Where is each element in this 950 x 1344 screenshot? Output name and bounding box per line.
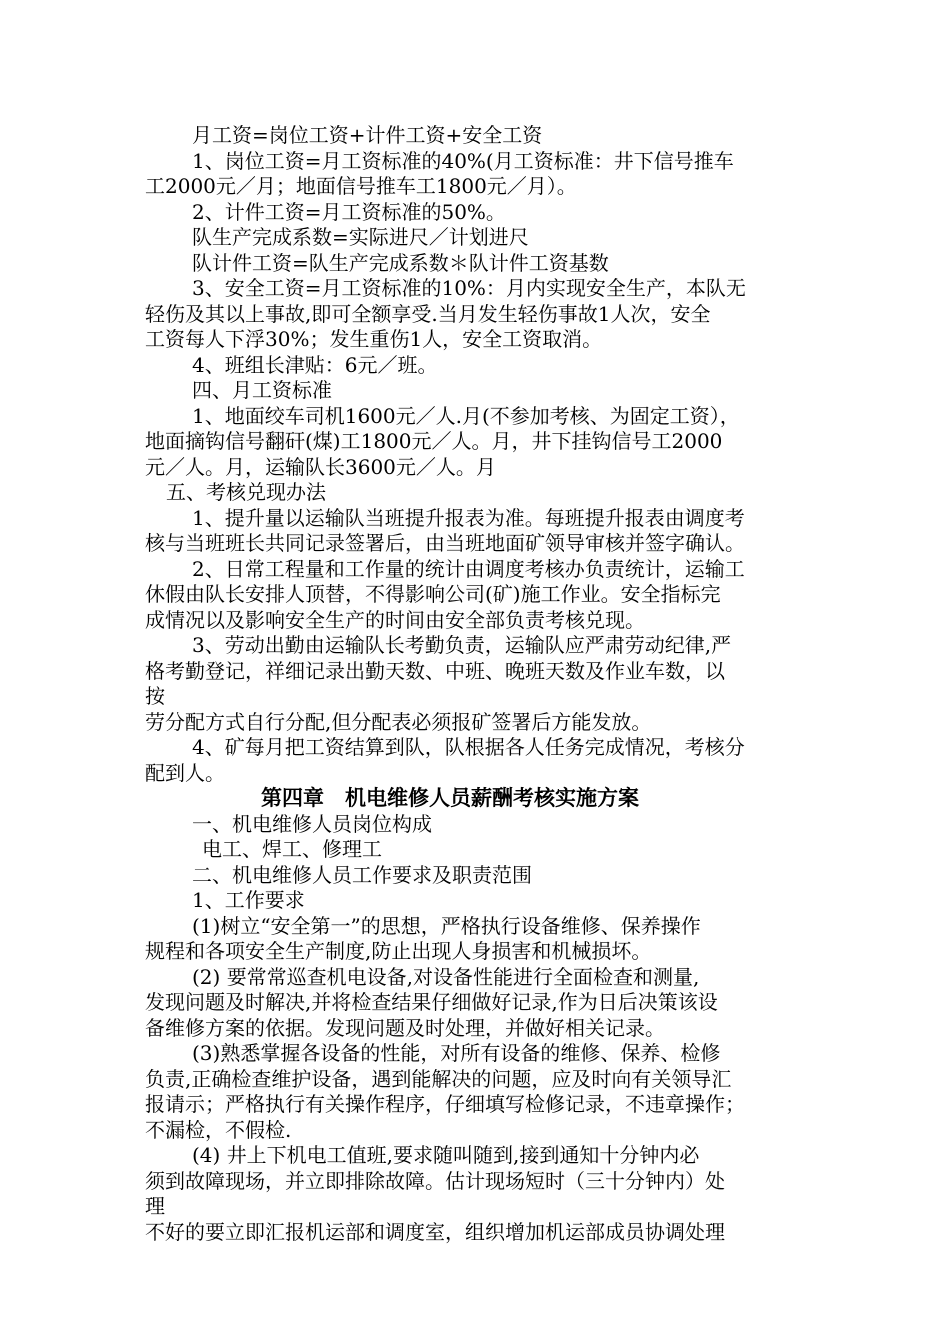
text-line: 备维修方案的依据。发现问题及时处理，并做好相关记录。 [145,1016,665,1040]
text-line: 元／人。月，运输队长3600元／人。月 [145,455,496,479]
section-heading: 四、月工资标准 [192,378,332,402]
text-line: 发现问题及时解决,并将检查结果仔细做好记录,作为日后决策该设 [145,990,718,1014]
text-line: 格考勤登记，祥细记录出勤天数、中班、晚班天数及作业车数，以 [145,659,725,683]
text-line: 报请示；严格执行有关操作程序，仔细填写检修记录，不违章操作； [145,1092,745,1116]
text-line: 队计件工资=队生产完成系数＊队计件工资基数 [192,251,609,275]
text-line: 工2000元／月；地面信号推车工1800元／月）。 [145,174,577,198]
text-line: 1、地面绞车司机1600元／人.月(不参加考核、为固定工资）， [192,404,740,428]
text-line: 不好的要立即汇报机运部和调度室，组织增加机运部成员协调处理 [145,1220,725,1244]
text-line: (1)树立“安全第一”的思想，严格执行设备维修、保养操作 [192,914,701,938]
text-line: 理 [145,1194,165,1218]
text-line: 1、工作要求 [192,888,305,912]
text-line: 工资每人下浮30%；发生重伤1人，安全工资取消。 [145,327,603,351]
text-line: (3)熟悉掌握各设备的性能，对所有设备的维修、保养、检修 [192,1041,721,1065]
section-heading: 一、机电维修人员岗位构成 [192,812,432,836]
text-line: 核与当班班长共同记录签署后，由当班地面矿领导审核并签字确认。 [145,531,745,555]
text-line: 4、班组长津贴：6元／班。 [192,353,438,377]
text-line: 2、计件工资=月工资标准的50%。 [192,200,506,224]
text-line: 月工资=岗位工资+计件工资+安全工资 [192,123,543,147]
text-line: 2、日常工程量和工作量的统计由调度考核办负责统计，运输工 [192,557,745,581]
text-line: 按 [145,684,165,708]
text-line: (4) 井上下机电工值班,要求随叫随到,接到通知十分钟内必 [192,1143,700,1167]
text-line: 地面摘钩信号翻矸(煤)工1800元／人。月，井下挂钩信号工2000 [145,429,723,453]
text-line: 负责,正确检查维护设备，遇到能解决的问题，应及时向有关领导汇 [145,1067,732,1091]
text-line: 轻伤及其以上事故,即可全额享受.当月发生轻伤事故1人次，安全 [145,302,711,326]
text-line: 配到人。 [145,761,225,785]
text-line: 3、劳动出勤由运输队长考勤负责，运输队应严肃劳动纪律,严 [192,633,732,657]
chapter-title: 第四章 机电维修人员薪酬考核实施方案 [261,786,639,810]
text-line: 成情况以及影响安全生产的时间由安全部负责考核兑现。 [145,608,645,632]
text-line: 不漏检，不假检. [145,1118,292,1142]
section-heading: 二、机电维修人员工作要求及职责范围 [192,863,532,887]
text-line: 1、岗位工资=月工资标准的40%(月工资标准：井下信号推车 [192,149,734,173]
text-line: 4、矿每月把工资结算到队，队根据各人任务完成情况，考核分 [192,735,745,759]
text-line: 劳分配方式自行分配,但分配表必须报矿签署后方能发放。 [145,710,652,734]
text-line: 1、提升量以运输队当班提升报表为准。每班提升报表由调度考 [192,506,745,530]
text-line: 电工、焊工、修理工 [202,837,382,861]
text-line: 规程和各项安全生产制度,防止出现人身损害和机械损坏。 [145,939,652,963]
text-line: 休假由队长安排人顶替，不得影响公司(矿)施工作业。安全指标完 [145,582,721,606]
text-line: 须到故障现场，并立即排除故障。估计现场短时（三十分钟内）处 [145,1169,725,1193]
text-line: 队生产完成系数=实际进尺／计划进尺 [192,225,529,249]
section-heading: 五、考核兑现办法 [166,480,326,504]
text-line: (2) 要常常巡查机电设备,对设备性能进行全面检查和测量, [192,965,700,989]
text-line: 3、安全工资=月工资标准的10%：月内实现安全生产，本队无 [192,276,746,300]
